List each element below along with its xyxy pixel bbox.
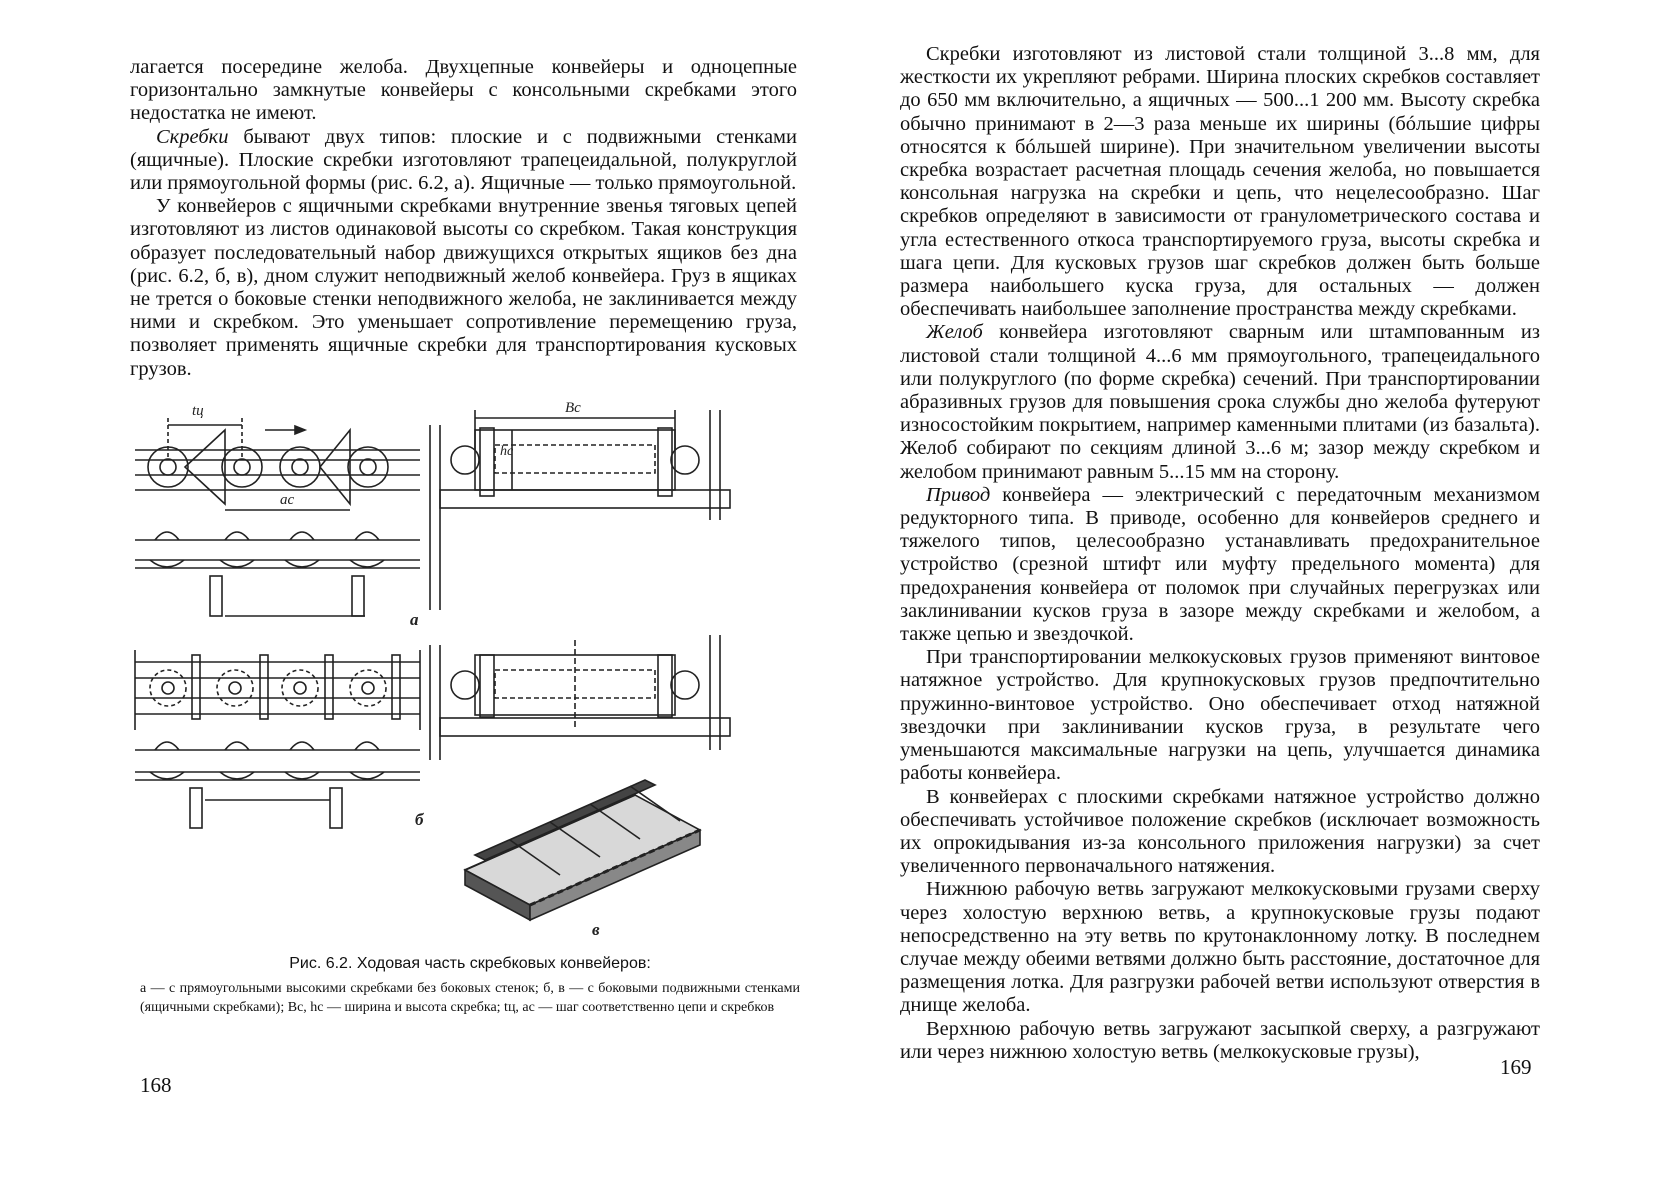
label-b: б [415, 810, 424, 829]
paragraph: Скребки изготовляют из листовой стали толщиной 3...8 мм, для жесткости их укрепляют ребрами. Ширина плоских скребков составляет до 650 мм включительно, а ящичных — 500...1 200 мм. Высоту скребка обычно принимают в 2—3 раза меньше их ширины (бóльшие цифры относятся к бóльшей ширине). При значительном увеличении высоты скребка возрастает расчетная площадь сечения желоба, но повышается консольная нагрузка на скребки и цепь, что нецелесообразно. Шаг скребков определяют в зависимости от гранулометрического состава и угла естественного откоса транспортируемого груза, высоты скребка и шага цепи. Для кусковых грузов шаг скребков должен быть больше размера наибольшего куска груза, для остальных — должен обеспечивать наибольшее заполнение пространства между скребками. [900, 43, 1540, 321]
label-ac: aс [280, 492, 295, 508]
caption-title: Рис. 6.2. Ходовая часть скребковых конвейеров: [289, 955, 651, 972]
paragraph: лагается посередине желоба. Двухцепные конвейеры и одноцепные горизонтально замкнутые конвейеры с консольными скребками этого недостатка не имеют. [130, 56, 797, 125]
page-number-left: 168 [140, 1073, 172, 1097]
figure-v-perspective [465, 780, 700, 920]
figure-a-cross-section [430, 400, 730, 610]
label-Bc: Bс [565, 400, 581, 416]
paragraph: У конвейеров с ящичными скребками внутренние звенья тяговых цепей изготовляют из листов одинаковой высоты со скребком. Такая конструкция образует последовательный набор движущихся открытых ящиков без дна (рис. 6.2, б, в), дном служит неподвижный желоб конвейера. Груз в ящиках не трется о боковые стенки неподвижного желоба, не заклинивается между ними и скребком. Это уменьшает сопротивление перемещению груза, позволяет применять ящичные скребки для транспортирования кусковых грузов. [130, 195, 797, 380]
paragraph [900, 484, 1540, 646]
paragraph: Нижнюю рабочую ветвь загружают мелкокусковыми грузами сверху через холостую верхнюю ветвь, а крупнокусковые грузы подают непосредственно на эту ветвь по крутонаклонному лотку. В последнем случае между обеими ветвями должно быть расстояние, достаточное для размещения лотка. Для разгрузки рабочей ветви используют отверстия в днище желоба. [900, 878, 1540, 1017]
label-hc: hс [500, 444, 514, 459]
figure-b-plan-view [135, 650, 420, 730]
figure-a-plan-view [135, 403, 420, 510]
figure-caption [140, 955, 800, 1017]
label-v: в [592, 920, 600, 939]
term: Скребки [156, 125, 229, 148]
paragraph: Верхнюю рабочую ветвь загружают засыпкой сверху, а разгружают или через нижнюю холостую ветвь (мелкокусковые грузы), [900, 1017, 1540, 1063]
paragraph: В конвейерах с плоскими скребками натяжное устройство должно обеспечивать устойчивое положение скребков (исключает возможность их опрокидывания из-за консольного приложения нагрузки) за счет увеличенного первоначального натяжения. [900, 785, 1540, 878]
caption-text [140, 979, 800, 1017]
figure-b-cross-section [430, 635, 730, 760]
term: Привод [926, 483, 991, 506]
page-number-right: 169 [1500, 1055, 1532, 1079]
label-tc: tц [192, 403, 204, 419]
figure-6-2 [130, 400, 810, 985]
figure-a-side-view [135, 532, 420, 616]
figure-b-side-view [135, 742, 420, 828]
right-page-text [900, 43, 1540, 1064]
paragraph-body: конвейера — электрический с передаточным механизмом редукторного типа. В приводе, особенно для конвейеров среднего и тяжелого типов, целесообразно устанавливать предохранительное устройство (срезной штифт или муфту предельного момента) для предохранения конвейера от поломок при случайных перегрузках или заклинивании кусков груза в зазоре между скребками и желобом, а также цепью и звездочкой. [900, 483, 1540, 646]
term: Желоб [926, 321, 983, 344]
paragraph [130, 126, 797, 196]
caption-body: а — с прямоугольными высокими скребками без боковых стенок; б, в — с боковыми подвижными стенками (ящичными скребками); Bс, hс — ширина и высота скребка; tц, aс — шаг соответственно цепи и скребков [140, 981, 800, 1015]
left-page-text [130, 56, 797, 381]
label-a: а [410, 610, 419, 629]
paragraph-body: бывают двух типов: плоские и с подвижными стенками (ящичные). Плоские скребки изготовляют трапецеидальной, полукруглой или прямоугольной формы (рис. 6.2, а). Ящичные — только прямоугольной. [130, 125, 797, 195]
paragraph [900, 321, 1540, 483]
paragraph-body: конвейера изготовляют сварным или штампованным из листовой стали толщиной 4...6 мм прямоугольного, трапецеидального или полукруглого (по форме скребка) сечений. При транспортировании абразивных грузов для повышения срока службы дно желоба футеруют износостойким покрытием, например каменными плитами (из базальта). Желоб собирают по секциям длиной 3...6 м; зазор между скребком и желобом принимают равным 5...15 мм на сторону. [900, 321, 1540, 483]
paragraph: При транспортировании мелкокусковых грузов применяют винтовое натяжное устройство. Для крупнокусковых грузов предпочтительно пружинно-винтовое устройство. Оно обеспечивает отход натяжной звездочки при заклинивании кусков груза, в результате чего уменьшаются максимальные нагрузки на цепь, улучшается динамика работы конвейера. [900, 646, 1540, 785]
